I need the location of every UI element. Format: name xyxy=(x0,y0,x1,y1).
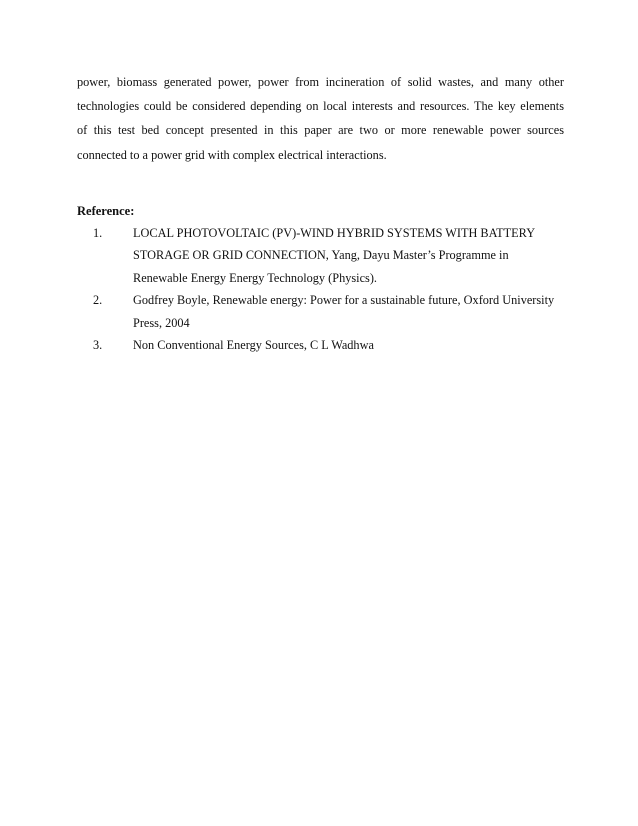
reference-line: LOCAL PHOTOVOLTAIC (PV)-WIND HYBRID SYSTEMS WITH BATTERY xyxy=(133,226,536,240)
reference-text xyxy=(133,334,567,356)
reference-text xyxy=(133,222,567,289)
reference-line: Non Conventional Energy Sources, C L Wadhwa xyxy=(133,338,374,353)
references-heading: Reference: xyxy=(77,204,135,218)
reference-line: STORAGE OR GRID CONNECTION, Yang, Dayu Master’s Programme in xyxy=(133,248,509,263)
paragraph-line: connected to a power grid with complex electrical interactions. xyxy=(77,147,387,162)
reference-line: Renewable Energy Energy Technology (Physics). xyxy=(133,270,377,285)
reference-number: 2. xyxy=(93,293,103,308)
reference-text xyxy=(133,289,567,334)
reference-item xyxy=(77,334,567,356)
reference-item xyxy=(77,289,567,334)
reference-number: 1. xyxy=(93,226,103,240)
paragraph-line: technologies could be considered depending on local interests and resources. The key elements xyxy=(77,99,564,114)
reference-item xyxy=(77,222,567,289)
references-list xyxy=(77,222,567,356)
reference-line: Godfrey Boyle, Renewable energy: Power for a sustainable future, Oxford University xyxy=(133,293,555,308)
reference-number: 3. xyxy=(93,338,103,353)
paragraph-line: of this test bed concept presented in this paper are two or more renewable power sources xyxy=(77,123,564,138)
reference-line: Press, 2004 xyxy=(133,315,190,330)
paragraph-line: power, biomass generated power, power from incineration of solid wastes, and many other xyxy=(77,75,564,89)
body-paragraph xyxy=(77,70,564,167)
